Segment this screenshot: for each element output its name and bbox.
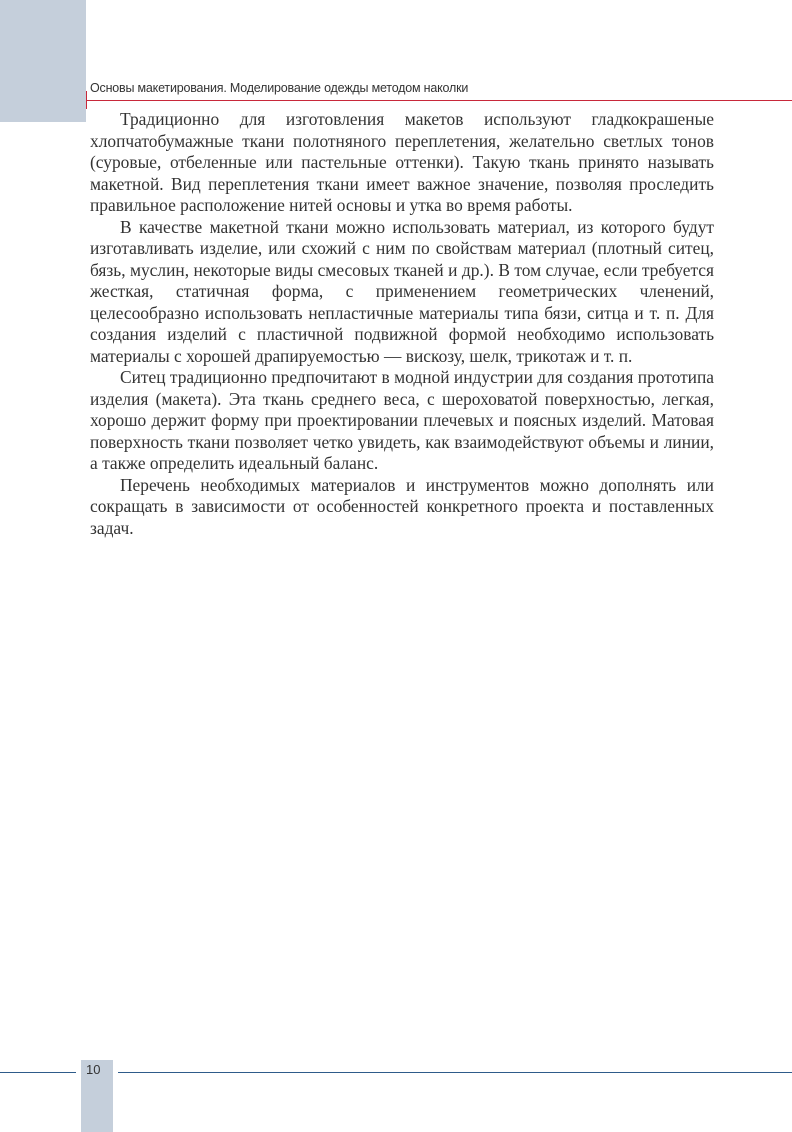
paragraph: Перечень необходимых материалов и инструментов можно дополнять или сокращать в зависимости от особенностей конкретного проекта и поставленных задач. [90, 474, 714, 538]
running-header: Основы макетирования. Моделирование одежды методом наколки [90, 81, 469, 95]
paragraph: Ситец традиционно предпочитают в модной индустрии для создания прототипа изделия (макета). Эта ткань среднего веса, с шероховатой поверхностью, легкая, хорошо держит форму при проектировании плечевых и поясных изделий. Матовая поверхность ткани позволяет четко увидеть, как взаимодействуют объемы и линии, а также определить идеальный баланс. [90, 367, 714, 473]
paragraph: В качестве макетной ткани можно использовать материал, из которого будут изготавливать изделие, или схожий с ним по свойствам материал (плотный ситец, бязь, муслин, некоторые виды смесовых тканей и др.). В том случае, если требуется жесткая, статичная форма, с применением геометрических членений, целесообразно использовать непластичные материалы типа бязи, ситца и т. п. Для создания изделий с пластичной подвижной формой необходимо использовать материалы с хорошей драпируемостью — вискозу, шелк, трикотаж и т. п. [90, 216, 714, 366]
header-rule [86, 100, 792, 101]
paragraph: Традиционно для изготовления макетов используют гладкокрашеные хлопчатобумажные ткани полотняного переплетения, желательно светлых тонов (суровые, отбеленные или пастельные оттенки). Такую ткань принято называть макетной. Вид переплетения ткани имеет важное значение, позволяя проследить правильное расположение нитей основы и утка во время работы. [90, 109, 714, 215]
main-text [90, 109, 714, 539]
page-number: 10 [86, 1062, 101, 1077]
footer-rule-right [118, 1072, 792, 1073]
corner-decor-block [0, 0, 86, 122]
footer-rule-left [0, 1072, 76, 1073]
